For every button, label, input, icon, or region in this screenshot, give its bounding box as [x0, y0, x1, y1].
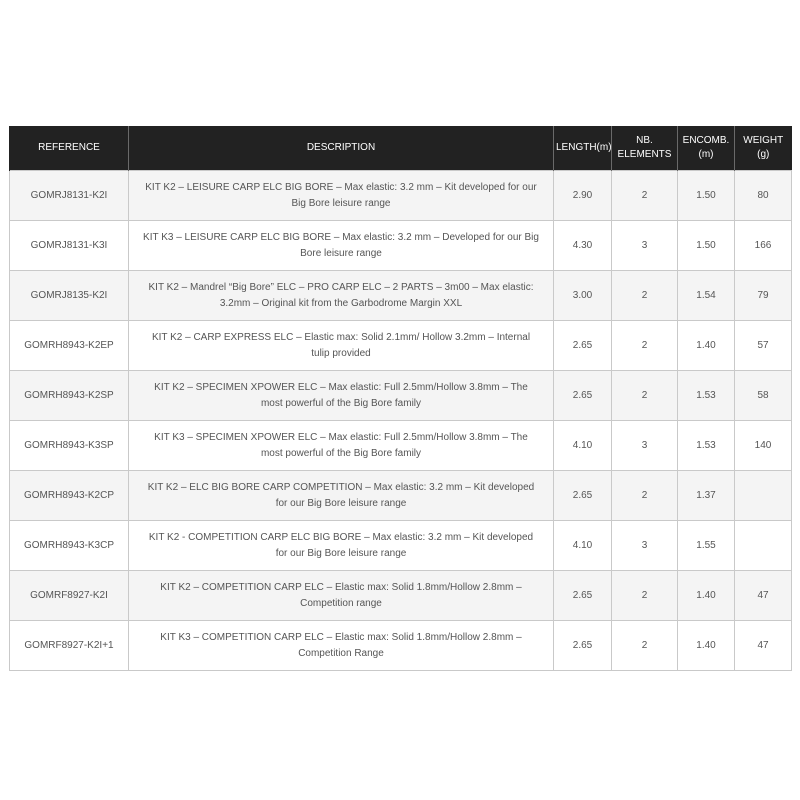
- table-row: [10, 521, 792, 571]
- cell-weight: 79: [735, 271, 792, 321]
- cell-reference: GOMRJ8131-K3I: [10, 221, 129, 271]
- cell-reference: GOMRJ8135-K2I: [10, 271, 129, 321]
- cell-reference: GOMRH8943-K2EP: [10, 321, 129, 371]
- cell-encomb: 1.40: [678, 621, 735, 671]
- cell-encomb: 1.40: [678, 571, 735, 621]
- cell-weight: 140: [735, 421, 792, 471]
- cell-encomb: 1.53: [678, 421, 735, 471]
- header-reference: REFERENCE: [10, 126, 129, 171]
- cell-weight: 47: [735, 621, 792, 671]
- cell-description: KIT K2 – COMPETITION CARP ELC – Elastic max: Solid 1.8mm/Hollow 2.8mm – Competition range: [129, 571, 554, 621]
- cell-description: KIT K2 – ELC BIG BORE CARP COMPETITION – Max elastic: 3.2 mm – Kit developed for our Big Bore leisure range: [129, 471, 554, 521]
- cell-description: KIT K3 – SPECIMEN XPOWER ELC – Max elastic: Full 2.5mm/Hollow 3.8mm – The most powerful of the Big Bore family: [129, 421, 554, 471]
- cell-elements: 2: [612, 271, 678, 321]
- cell-length: 2.90: [554, 171, 612, 221]
- cell-weight: 58: [735, 371, 792, 421]
- cell-reference: GOMRH8943-K3SP: [10, 421, 129, 471]
- cell-description: KIT K2 – CARP EXPRESS ELC – Elastic max: Solid 2.1mm/ Hollow 3.2mm – Internal tulip provided: [129, 321, 554, 371]
- cell-weight: 47: [735, 571, 792, 621]
- header-description: DESCRIPTION: [129, 126, 554, 171]
- cell-elements: 2: [612, 171, 678, 221]
- table-row: [10, 371, 792, 421]
- cell-description: KIT K3 – COMPETITION CARP ELC – Elastic max: Solid 1.8mm/Hollow 2.8mm – Competition Range: [129, 621, 554, 671]
- cell-elements: 2: [612, 321, 678, 371]
- cell-description: KIT K2 – LEISURE CARP ELC BIG BORE – Max elastic: 3.2 mm – Kit developed for our Big Bore leisure range: [129, 171, 554, 221]
- cell-encomb: 1.50: [678, 171, 735, 221]
- header-length: LENGTH(m): [554, 126, 612, 171]
- cell-elements: 3: [612, 221, 678, 271]
- cell-reference: GOMRJ8131-K2I: [10, 171, 129, 221]
- table-row: [10, 621, 792, 671]
- cell-length: 2.65: [554, 471, 612, 521]
- cell-length: 4.10: [554, 521, 612, 571]
- table-header-row: [10, 126, 792, 171]
- cell-length: 2.65: [554, 321, 612, 371]
- table-row: [10, 321, 792, 371]
- cell-weight: [735, 471, 792, 521]
- spec-table: [9, 126, 792, 671]
- cell-weight: 166: [735, 221, 792, 271]
- cell-encomb: 1.50: [678, 221, 735, 271]
- cell-length: 4.10: [554, 421, 612, 471]
- table-row: [10, 271, 792, 321]
- cell-description: KIT K3 – LEISURE CARP ELC BIG BORE – Max elastic: 3.2 mm – Developed for our Big Bore leisure range: [129, 221, 554, 271]
- cell-encomb: 1.53: [678, 371, 735, 421]
- cell-length: 4.30: [554, 221, 612, 271]
- table-row: [10, 571, 792, 621]
- cell-elements: 2: [612, 471, 678, 521]
- cell-description: KIT K2 – Mandrel “Big Bore” ELC – PRO CARP ELC – 2 PARTS – 3m00 – Max elastic: 3.2mm – Original kit from the Garbodrome Margin XXL: [129, 271, 554, 321]
- cell-encomb: 1.54: [678, 271, 735, 321]
- cell-reference: GOMRH8943-K2CP: [10, 471, 129, 521]
- cell-elements: 3: [612, 421, 678, 471]
- table-row: [10, 471, 792, 521]
- cell-description: KIT K2 - COMPETITION CARP ELC BIG BORE – Max elastic: 3.2 mm – Kit developed for our Big Bore leisure range: [129, 521, 554, 571]
- header-weight: WEIGHT (g): [735, 126, 792, 171]
- cell-elements: 2: [612, 371, 678, 421]
- cell-weight: [735, 521, 792, 571]
- cell-weight: 57: [735, 321, 792, 371]
- cell-elements: 2: [612, 571, 678, 621]
- cell-encomb: 1.40: [678, 321, 735, 371]
- cell-reference: GOMRF8927-K2I+1: [10, 621, 129, 671]
- table-row: [10, 221, 792, 271]
- cell-reference: GOMRH8943-K2SP: [10, 371, 129, 421]
- cell-elements: 3: [612, 521, 678, 571]
- cell-length: 3.00: [554, 271, 612, 321]
- cell-elements: 2: [612, 621, 678, 671]
- header-nb-elements: NB. ELEMENTS: [612, 126, 678, 171]
- cell-length: 2.65: [554, 371, 612, 421]
- cell-reference: GOMRH8943-K3CP: [10, 521, 129, 571]
- header-encomb: ENCOMB. (m): [678, 126, 735, 171]
- cell-encomb: 1.37: [678, 471, 735, 521]
- cell-reference: GOMRF8927-K2I: [10, 571, 129, 621]
- cell-weight: 80: [735, 171, 792, 221]
- cell-length: 2.65: [554, 621, 612, 671]
- cell-encomb: 1.55: [678, 521, 735, 571]
- table-row: [10, 171, 792, 221]
- table-row: [10, 421, 792, 471]
- cell-length: 2.65: [554, 571, 612, 621]
- cell-description: KIT K2 – SPECIMEN XPOWER ELC – Max elastic: Full 2.5mm/Hollow 3.8mm – The most powerful of the Big Bore family: [129, 371, 554, 421]
